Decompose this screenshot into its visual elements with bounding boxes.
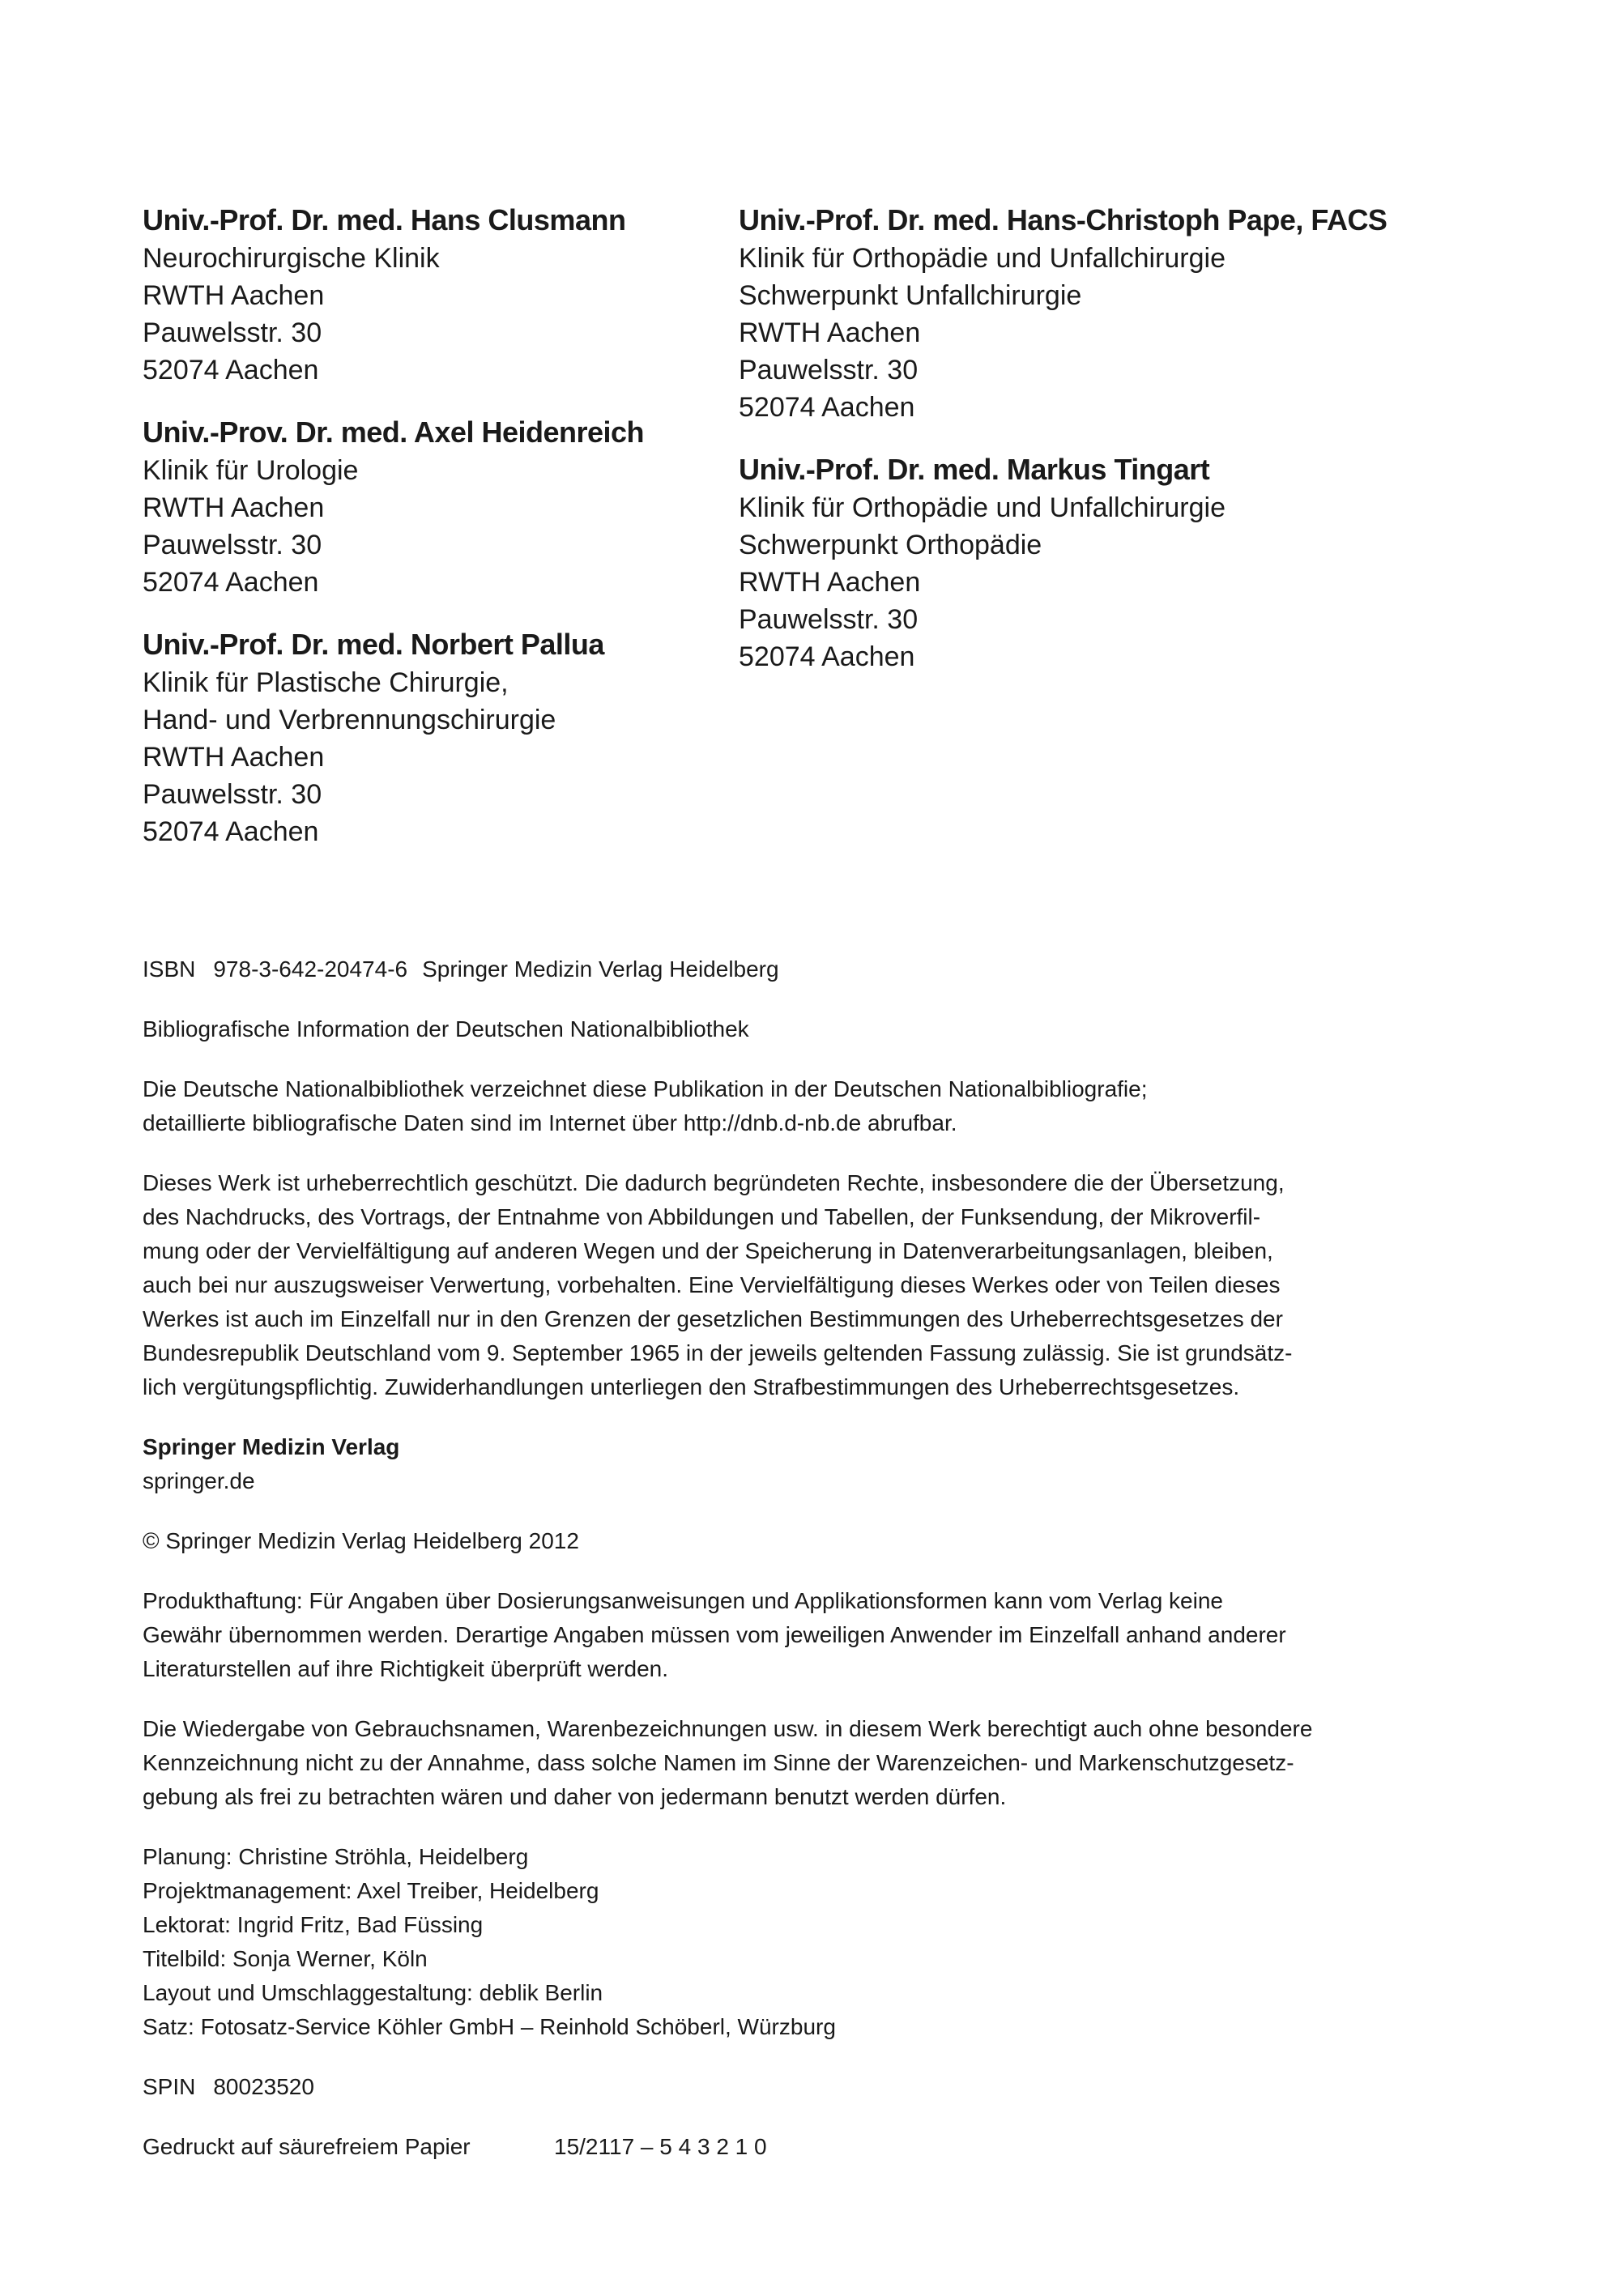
paragraph-line: Literaturstellen auf ihre Richtigkeit überprüft werden. [143,1656,669,1681]
paragraph-line: Die Deutsche Nationalbibliothek verzeichnet diese Publikation in der Deutschen Nationalbibliografie; [143,1076,1148,1101]
address-line: Pauwelsstr. 30 [143,530,322,560]
address-line: 52074 Aachen [143,567,319,598]
paragraph-line: detaillierte bibliografische Daten sind im Internet über http://dnb.d-nb.de abrufbar. [143,1110,957,1135]
paragraph-line: mung oder der Vervielfältigung auf anderen Wegen und der Speicherung in Datenverarbeitungsanlagen, bleiben, [143,1238,1273,1263]
paragraph-line: auch bei nur auszugsweiser Verwertung, vorbehalten. Eine Vervielfältigung dieses Werkes oder von Teilen dieses [143,1272,1281,1297]
author-name: Univ.-Prof. Dr. med. Markus Tingart [739,453,1210,486]
paragraph-line: Gewähr übernommen werden. Derartige Angaben müssen vom jeweiligen Anwender im Einzelfall anhand anderer [143,1622,1286,1647]
address-block [143,625,726,850]
copyright-line: © Springer Medizin Verlag Heidelberg 2012 [143,1528,579,1553]
address-line: RWTH Aachen [739,317,921,348]
credit-line: Planung: Christine Ströhla, Heidelberg [143,1844,529,1869]
paragraph-line: Die Wiedergabe von Gebrauchsnamen, Warenbezeichnungen usw. in diesem Werk berechtigt auch ohne besondere [143,1716,1313,1741]
paragraph-line: Werkes ist auch im Einzelfall nur in den Grenzen der gesetzlichen Bestimmungen des Urheberrechtsgesetzes der [143,1306,1283,1331]
address-line: 52074 Aachen [143,355,319,386]
address-block [739,450,1322,675]
address-line: Pauwelsstr. 30 [739,355,919,386]
address-line: RWTH Aachen [143,280,325,311]
address-line: 52074 Aachen [143,816,319,847]
address-line: 52074 Aachen [739,392,915,423]
spin-number: 80023520 [213,2074,314,2099]
isbn-label: ISBN [143,956,196,982]
biblio-heading: Bibliografische Information der Deutschen Nationalbibliothek [143,1016,749,1042]
isbn-publisher: Springer Medizin Verlag Heidelberg [422,956,779,982]
paragraph-line: Dieses Werk ist urheberrechtlich geschützt. Die dadurch begründeten Rechte, insbesondere die der Übersetzung, [143,1170,1285,1195]
paragraph-line: Bundesrepublik Deutschland vom 9. September 1965 in der jeweils geltenden Fassung zulässig. Sie ist grundsätz- [143,1340,1293,1365]
address-line: Pauwelsstr. 30 [739,604,919,635]
address-line: Neurochirurgische Klinik [143,243,440,274]
address-line: RWTH Aachen [143,742,325,773]
biblio-paragraph [143,1072,1374,1140]
address-block [143,413,726,601]
address-line: Klinik für Orthopädie und Unfallchirurgie [739,243,1225,274]
address-line: RWTH Aachen [739,567,921,598]
imprint-section [143,952,1374,2164]
publisher-name: Springer Medizin Verlag [143,1434,400,1459]
credits-block [143,1840,1374,2044]
publisher-website: springer.de [143,1468,255,1493]
isbn-number: 978-3-642-20474-6 [213,956,408,982]
publisher-block [143,1430,1374,1498]
author-name: Univ.-Prov. Dr. med. Axel Heidenreich [143,415,645,449]
address-block [739,201,1387,426]
paragraph-line: des Nachdrucks, des Vortrags, der Entnahme von Abbildungen und Tabellen, der Funksendung, der Mikroverfil- [143,1204,1261,1229]
printed-text: Gedruckt auf säurefreiem Papier [143,2134,471,2159]
author-name: Univ.-Prof. Dr. med. Norbert Pallua [143,628,604,661]
printed-line [143,2130,1374,2164]
address-line: RWTH Aachen [143,492,325,523]
address-line: Klinik für Urologie [143,455,359,486]
address-line: Hand- und Verbrennungschirurgie [143,705,556,735]
paragraph-line: gebung als frei zu betrachten wären und daher von jedermann benutzt werden dürfen. [143,1784,1007,1809]
credit-line: Satz: Fotosatz-Service Köhler GmbH – Reinhold Schöberl, Würzburg [143,2014,836,2039]
paragraph-line: lich vergütungspflichtig. Zuwiderhandlungen unterliegen den Strafbestimmungen des Urheberrechtsgesetzes. [143,1374,1240,1399]
print-code: 15/2117 – 5 4 3 2 1 0 [554,2134,767,2159]
paragraph-line: Produkthaftung: Für Angaben über Dosierungsanweisungen und Applikationsformen kann vom Verlag keine [143,1588,1223,1613]
spin-label: SPIN [143,2074,196,2099]
credit-line: Projektmanagement: Axel Treiber, Heidelberg [143,1878,599,1903]
address-line: Schwerpunkt Unfallchirurgie [739,280,1082,311]
credit-line: Titelbild: Sonja Werner, Köln [143,1946,428,1971]
addresses-right-column [739,201,1387,700]
address-line: 52074 Aachen [739,641,915,672]
paragraph-line: Kennzeichnung nicht zu der Annahme, dass solche Namen im Sinne der Warenzeichen- und Markenschutzgesetz- [143,1750,1294,1775]
author-name: Univ.-Prof. Dr. med. Hans-Christoph Pape, FACS [739,203,1387,236]
address-line: Klinik für Plastische Chirurgie, [143,667,509,698]
addresses-left-column [143,201,726,875]
address-line: Klinik für Orthopädie und Unfallchirurgie [739,492,1225,523]
trademarks-paragraph [143,1712,1374,1814]
address-line: Pauwelsstr. 30 [143,779,322,810]
credit-line: Lektorat: Ingrid Fritz, Bad Füssing [143,1912,484,1937]
copyright-notice-paragraph [143,1166,1374,1404]
credit-line: Layout und Umschlaggestaltung: deblik Berlin [143,1980,603,2005]
address-line: Pauwelsstr. 30 [143,317,322,348]
address-block [143,201,726,389]
address-line: Schwerpunkt Orthopädie [739,530,1042,560]
spin-line [143,2070,1374,2104]
isbn-line [143,952,1374,986]
liability-paragraph [143,1584,1374,1686]
author-name: Univ.-Prof. Dr. med. Hans Clusmann [143,203,626,236]
